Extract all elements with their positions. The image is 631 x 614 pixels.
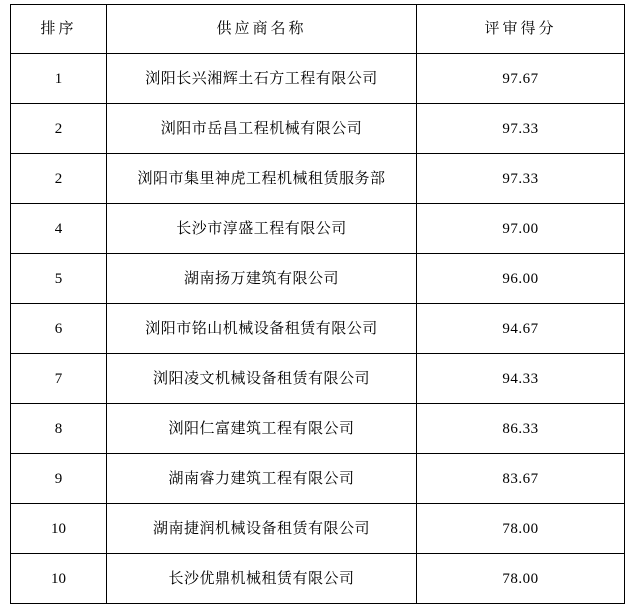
cell-supplier: 浏阳市岳昌工程机械有限公司 — [107, 104, 417, 154]
cell-supplier: 浏阳仁富建筑工程有限公司 — [107, 404, 417, 454]
table-header — [11, 5, 625, 54]
table-row — [11, 204, 625, 254]
cell-score: 94.33 — [417, 354, 625, 404]
cell-score: 97.33 — [417, 154, 625, 204]
column-header-rank: 排序 — [11, 5, 107, 54]
cell-rank: 10 — [11, 554, 107, 604]
table-row — [11, 104, 625, 154]
table-body — [11, 54, 625, 604]
cell-score: 97.67 — [417, 54, 625, 104]
cell-score: 97.33 — [417, 104, 625, 154]
cell-supplier: 浏阳长兴湘辉土石方工程有限公司 — [107, 54, 417, 104]
table-row — [11, 354, 625, 404]
cell-score: 78.00 — [417, 554, 625, 604]
table-row — [11, 454, 625, 504]
table-row — [11, 54, 625, 104]
cell-rank: 1 — [11, 54, 107, 104]
table-row — [11, 154, 625, 204]
cell-rank: 6 — [11, 304, 107, 354]
cell-supplier: 长沙市淳盛工程有限公司 — [107, 204, 417, 254]
cell-rank: 4 — [11, 204, 107, 254]
cell-supplier: 浏阳凌文机械设备租赁有限公司 — [107, 354, 417, 404]
cell-rank: 10 — [11, 504, 107, 554]
table-header-row — [11, 5, 625, 54]
cell-score: 97.00 — [417, 204, 625, 254]
cell-rank: 7 — [11, 354, 107, 404]
cell-supplier: 湖南睿力建筑工程有限公司 — [107, 454, 417, 504]
cell-score: 78.00 — [417, 504, 625, 554]
cell-supplier: 浏阳市集里神虎工程机械租赁服务部 — [107, 154, 417, 204]
cell-supplier: 浏阳市铭山机械设备租赁有限公司 — [107, 304, 417, 354]
cell-rank: 2 — [11, 154, 107, 204]
cell-score: 96.00 — [417, 254, 625, 304]
table-row — [11, 504, 625, 554]
cell-rank: 9 — [11, 454, 107, 504]
cell-score: 94.67 — [417, 304, 625, 354]
cell-score: 86.33 — [417, 404, 625, 454]
cell-supplier: 长沙优鼎机械租赁有限公司 — [107, 554, 417, 604]
table-row — [11, 254, 625, 304]
table-row — [11, 304, 625, 354]
supplier-score-table — [10, 4, 625, 604]
cell-supplier: 湖南扬万建筑有限公司 — [107, 254, 417, 304]
cell-rank: 8 — [11, 404, 107, 454]
cell-supplier: 湖南捷润机械设备租赁有限公司 — [107, 504, 417, 554]
column-header-score: 评审得分 — [417, 5, 625, 54]
column-header-supplier: 供应商名称 — [107, 5, 417, 54]
cell-rank: 2 — [11, 104, 107, 154]
cell-rank: 5 — [11, 254, 107, 304]
cell-score: 83.67 — [417, 454, 625, 504]
table-row — [11, 554, 625, 604]
table-row — [11, 404, 625, 454]
